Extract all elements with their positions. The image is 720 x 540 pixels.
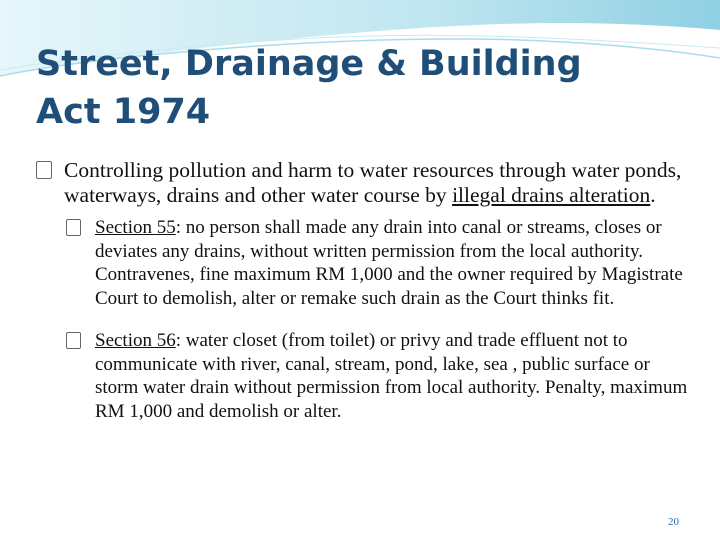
section-56-text: : water closet (from toilet) or privy and trade effluent not to communicate with river, canal, stream, pond, lake, sea , public surface or storm water drain without permission from local authority. Penalty, maximum RM 1,000 and demolish or alter. bbox=[95, 330, 688, 422]
checkbox-bullet-icon bbox=[36, 161, 52, 179]
sub-bullet-section-55 bbox=[66, 216, 695, 310]
checkbox-bullet-icon bbox=[66, 332, 81, 349]
page-number: 20 bbox=[668, 516, 679, 528]
title-line-2: Act 1974 bbox=[36, 92, 211, 132]
illegal-drains-link[interactable]: illegal drains alteration bbox=[452, 183, 651, 207]
sub-bullet-section-56 bbox=[66, 329, 695, 423]
checkbox-bullet-icon bbox=[66, 219, 81, 236]
main-bullet-text-before: Controlling pollution and harm to water resources through water ponds, waterways, drains and other water course by bbox=[64, 158, 682, 207]
main-bullet-text-after: . bbox=[650, 183, 656, 207]
slide-body bbox=[36, 158, 696, 442]
section-56-link[interactable]: Section 56 bbox=[95, 330, 176, 351]
section-55-text: : no person shall made any drain into canal or streams, closes or deviates any drains, without written permission from the local authority. Contravenes, fine maximum RM 1,000 and the owner required by Magistrate Court to demolish, alter or remake such drain as the Court thinks fit. bbox=[95, 217, 683, 309]
slide-title bbox=[36, 40, 656, 136]
section-55-link[interactable]: Section 55 bbox=[95, 217, 176, 238]
title-line-1: Street, Drainage & Building bbox=[36, 44, 582, 84]
main-bullet bbox=[36, 158, 696, 208]
